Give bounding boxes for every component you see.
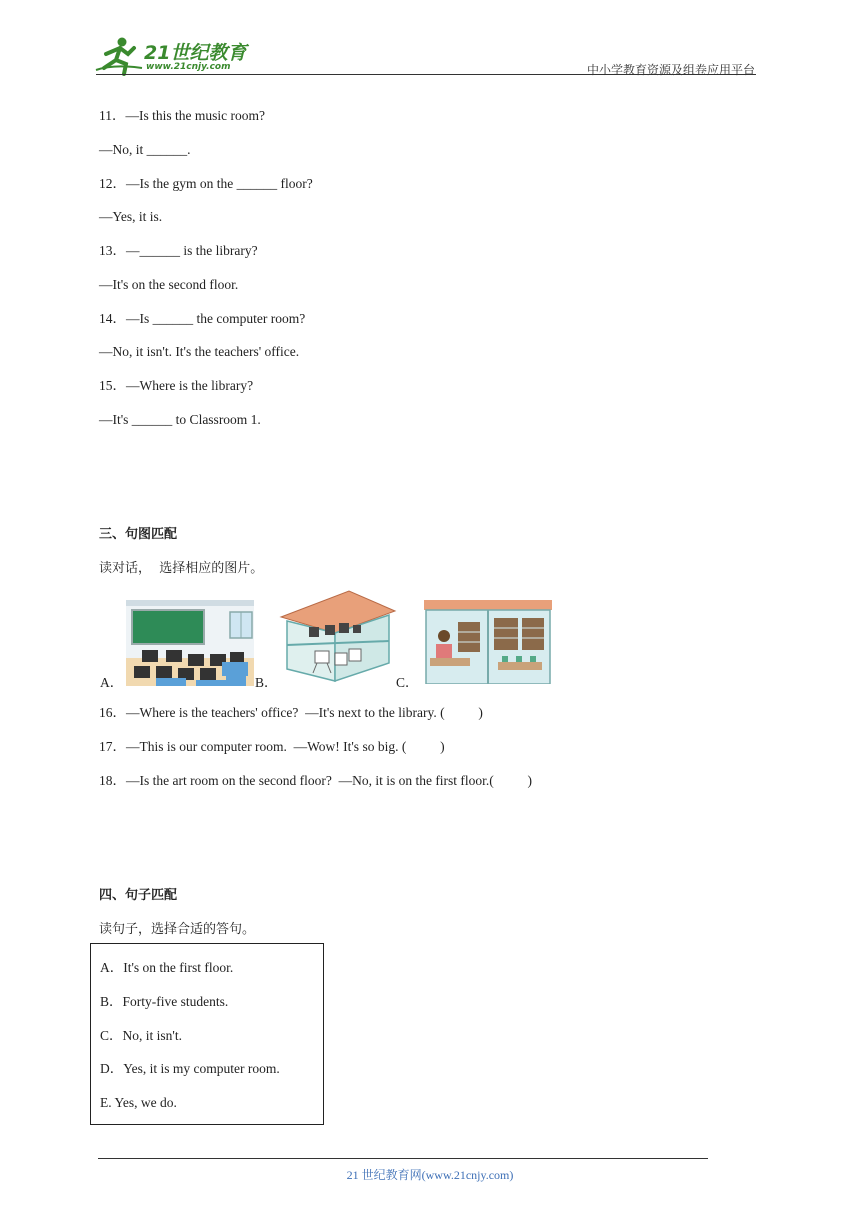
question-12: 12．—Is the gym on the ______ floor? <box>99 176 313 191</box>
question-14: 14．—Is ______ the computer room? <box>99 311 306 326</box>
question-11: 11．—Is this the music room? <box>99 108 265 123</box>
answer-12: —Yes, it is. <box>99 209 163 224</box>
answer-11: —No, it ______. <box>99 142 191 157</box>
logo-url: www.21cnjy.com <box>146 62 231 72</box>
question-13: 13．—______ is the library? <box>99 243 258 258</box>
footer-link[interactable]: 21 世纪教育网(www.21cnjy.com) <box>346 1168 514 1182</box>
option-a: A．It's on the first floor. <box>100 960 234 975</box>
question-18: 18．—Is the art room on the second floor? —No, it is on the first floor.( ) <box>99 773 533 788</box>
site-logo <box>94 34 264 76</box>
answer-options-box <box>90 943 324 1125</box>
platform-name: 中小学教育资源及组卷应用平台 <box>586 63 755 77</box>
option-e: E. Yes, we do. <box>100 1095 177 1110</box>
option-c-label: C． <box>396 675 419 690</box>
option-c: C．No, it isn't. <box>100 1028 182 1043</box>
picture-b-house <box>279 589 397 685</box>
section4-title: 四、句子匹配 <box>99 888 178 903</box>
option-a-label: A． <box>100 675 124 690</box>
question-16: 16．—Where is the teachers' office? —It's next to the library. ( ) <box>99 705 483 720</box>
picture-a-computer-room <box>126 600 254 686</box>
header-divider <box>96 74 756 75</box>
answer-13: —It's on the second floor. <box>99 277 239 292</box>
answer-14: —No, it isn't. It's the teachers' office. <box>99 344 300 359</box>
section3-instruction: 读对话， 选择相应的图片。 <box>99 561 264 576</box>
option-d: D．Yes, it is my computer room. <box>100 1061 280 1076</box>
section4-instruction: 读句子，选择合适的答句。 <box>99 922 256 937</box>
question-15: 15．—Where is the library? <box>99 378 254 393</box>
answer-15: —It's ______ to Classroom 1. <box>99 412 261 427</box>
logo-title: 21世纪教育 <box>144 42 247 64</box>
option-b-label: B． <box>255 675 278 690</box>
picture-c-library <box>424 600 552 684</box>
option-b: B．Forty-five students. <box>100 994 229 1009</box>
question-17: 17．—This is our computer room. —Wow! It's so big. ( ) <box>99 739 445 754</box>
section3-title: 三、句图匹配 <box>99 527 178 542</box>
footer-divider <box>98 1158 708 1159</box>
